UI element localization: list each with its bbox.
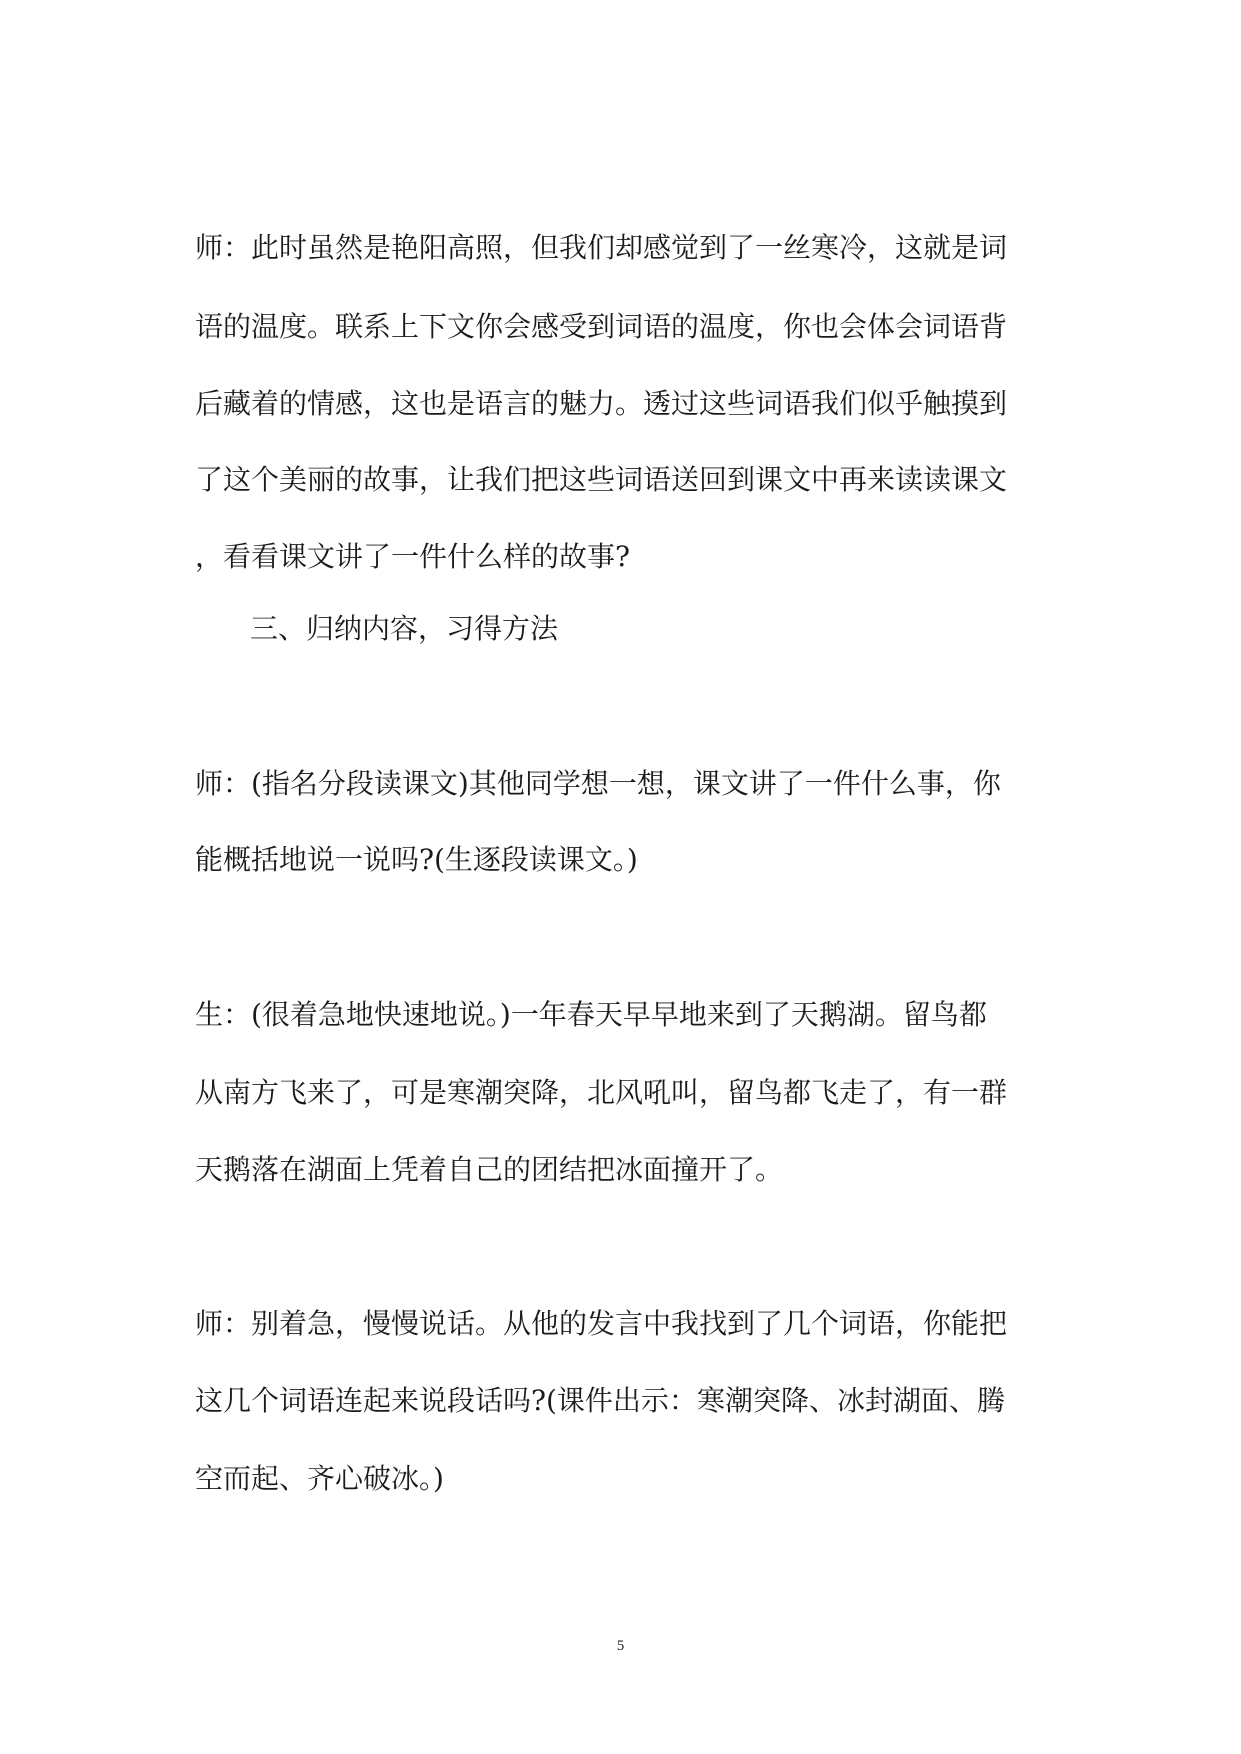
section-heading: 三、归纳内容，习得方法 bbox=[250, 612, 559, 645]
paragraph-1-line-5: ，看看课文讲了一件什么样的故事? bbox=[195, 540, 631, 573]
paragraph-1-line-3: 后藏着的情感，这也是语言的魅力。透过这些词语我们似乎触摸到 bbox=[195, 387, 1008, 420]
paragraph-4-line-2: 从南方飞来了，可是寒潮突降，北风吼叫，留鸟都飞走了，有一群 bbox=[195, 1076, 1008, 1109]
paragraph-1-line-2: 语的温度。联系上下文你会感受到词语的温度，你也会体会词语背 bbox=[195, 310, 1008, 343]
paragraph-1-line-1: 师：此时虽然是艳阳高照，但我们却感觉到了一丝寒冷，这就是词 bbox=[195, 231, 1008, 264]
paragraph-5-line-1: 师：别着急，慢慢说话。从他的发言中我找到了几个词语，你能把 bbox=[195, 1307, 1008, 1340]
paragraph-1-line-4: 了这个美丽的故事，让我们把这些词语送回到课文中再来读读课文 bbox=[195, 463, 1008, 496]
page-number: 5 bbox=[616, 1638, 625, 1654]
paragraph-4-line-3: 天鹅落在湖面上凭着自己的团结把冰面撞开了。 bbox=[195, 1153, 784, 1186]
paragraph-3-line-1: 师：(指名分段读课文)其他同学想一想，课文讲了一件什么事，你 bbox=[195, 767, 1001, 800]
paragraph-4-line-1: 生：(很着急地快速地说。)一年春天早早地来到了天鹅湖。留鸟都 bbox=[195, 998, 987, 1031]
paragraph-3-line-2: 能概括地说一说吗?(生逐段读课文。) bbox=[195, 843, 638, 876]
paragraph-5-line-3: 空而起、齐心破冰。) bbox=[195, 1462, 444, 1495]
paragraph-5-line-2: 这几个词语连起来说段话吗?(课件出示：寒潮突降、冰封湖面、腾 bbox=[195, 1384, 1005, 1417]
